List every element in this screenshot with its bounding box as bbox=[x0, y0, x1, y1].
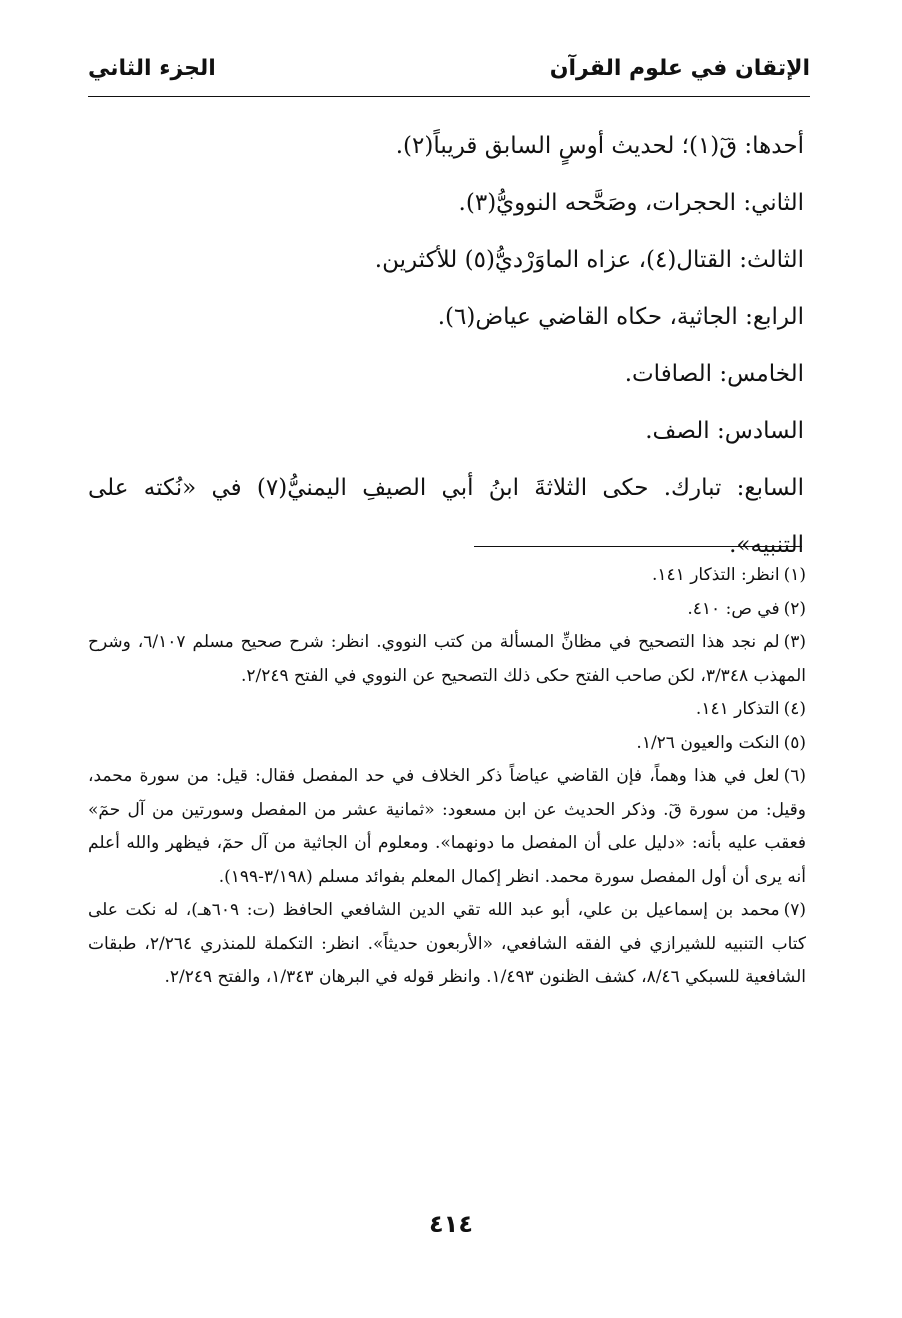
main-line: الثالث: القتال(٤)، عزاه الماوَرْديُّ(٥) للأكثرين. bbox=[374, 247, 804, 273]
main-line: السادس: الصف. bbox=[645, 418, 804, 444]
footnote bbox=[88, 727, 806, 761]
main-line: الخامس: الصافات. bbox=[624, 361, 804, 387]
footnote-number: (٥) bbox=[783, 732, 806, 753]
footnote-text: لم نجد هذا التصحيح في مظانِّ المسألة من كتب النووي. انظر: شرح صحيح مسلم ٦/١٠٧، وشرح المهذب ٣/٣٤٨، لكن صاحب الفتح حكى ذلك التصحيح عن النووي في الفتح ٢/٢٤٩. bbox=[88, 632, 806, 686]
footnote bbox=[88, 894, 806, 995]
footnote-text: في ص: ٤١٠. bbox=[687, 598, 780, 619]
footnote-number: (٤) bbox=[783, 699, 806, 719]
footnote-number: (٧) bbox=[783, 900, 806, 920]
footnote bbox=[88, 626, 806, 693]
main-line: السابع: تبارك. حكى الثلاثةَ ابنُ أبي الصيفِ اليمنيُّ(٧) في «نُكته على التنبيه». bbox=[88, 475, 804, 558]
book-title: الإتقان في علوم القرآن bbox=[549, 56, 810, 81]
footnote-text: لعل في هذا وهماً، فإن القاضي عياضاً ذكر الخلاف في حد المفصل فقال: قيل: من سورة محمد، وقيل: من سورة قٓ. وذكر الحديث عن ابن مسعود: «ثمانية عشر من المفصل وسورتين من آل حمٓ» فعقب عليه بأنه: «دليل على أن المفصل ما دونهما». ومعلوم أن الجاثية من آل حمٓ، فيظهر والله أعلم أنه يرى أن أول المفصل سورة محمد. انظر إكمال المعلم بفوائد مسلم (٣/١٩٨-١٩٩). bbox=[88, 766, 806, 887]
running-header bbox=[88, 52, 810, 97]
volume-label: الجزء الثاني bbox=[88, 56, 216, 81]
main-text bbox=[88, 118, 804, 574]
footnote-number: (١) bbox=[783, 565, 806, 585]
footnote bbox=[88, 760, 806, 894]
footnote-text: التذكار ١٤١. bbox=[695, 699, 780, 719]
footnote-text: انظر: التذكار ١٤١. bbox=[652, 565, 780, 585]
footnote-text: محمد بن إسماعيل بن علي، أبو عبد الله تقي الدين الشافعي الحافظ (ت: ٦٠٩هـ)، له نكت على كتاب التنبيه للشيرازي في الفقه الشافعي، «الأربعون حديثاً». انظر: التكملة للمنذري ٢/٢٦٤، طبقات الشافعية للسبكي ٨/٤٦، كشف الظنون ١/٤٩٣. وانظر قوله في البرهان ١/٣٤٣، والفتح ٢/٢٤٩. bbox=[88, 900, 807, 987]
footnote-separator bbox=[474, 546, 802, 547]
main-line: الثاني: الحجرات، وصَحَّحه النوويُّ(٣). bbox=[458, 190, 804, 216]
footnote-number: (٢) bbox=[783, 598, 806, 619]
footnote bbox=[88, 559, 806, 593]
page-number: ٤١٤ bbox=[429, 1210, 473, 1238]
footnote-number: (٦) bbox=[783, 766, 806, 786]
footnotes bbox=[88, 559, 806, 995]
footnote bbox=[88, 693, 806, 727]
footnote bbox=[88, 593, 806, 627]
main-line: أحدها: قٓ(١)؛ لحديث أوسٍ السابق قريباً(٢). bbox=[395, 133, 804, 159]
footnote-text: النكت والعيون ١/٢٦. bbox=[636, 732, 780, 753]
footnote-number: (٣) bbox=[783, 632, 806, 652]
main-line: الرابع: الجاثية، حكاه القاضي عياض(٦). bbox=[437, 304, 804, 330]
